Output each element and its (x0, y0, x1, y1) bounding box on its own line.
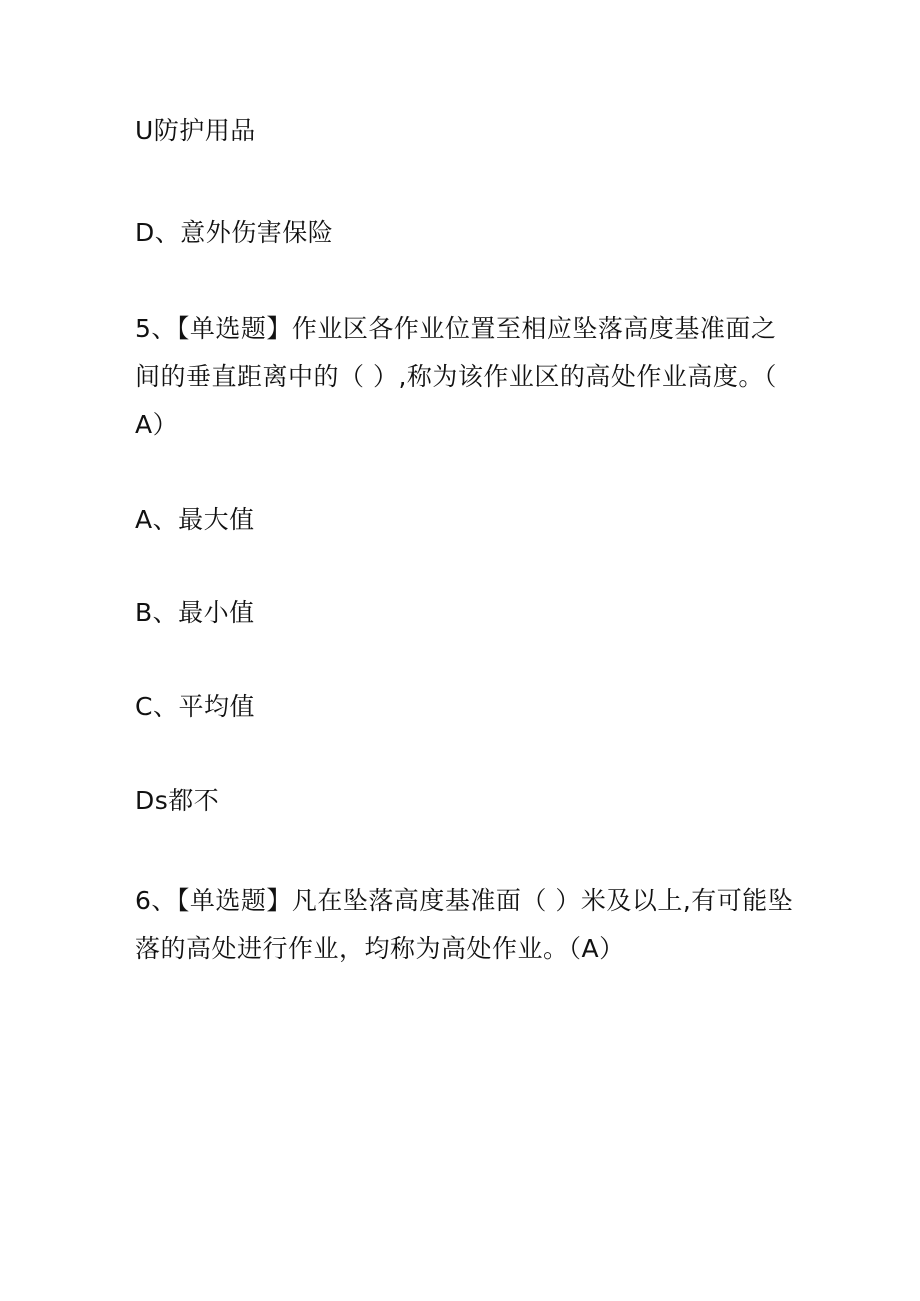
question-5-option-d: Ds都不 (135, 786, 220, 815)
question-5-answer: A） (135, 410, 179, 439)
question-5-option-a: A、最大值 (135, 505, 255, 534)
prev-option-c: U防护用品 (135, 116, 256, 145)
question-5-text-line2: 间的垂直距离中的（ ）,称为该作业区的高处作业高度。（ (135, 362, 777, 391)
question-6-text-line1: 6、【单选题】凡在坠落高度基准面（ ）米及以上,有可能坠 (135, 886, 794, 915)
question-5-text-line1: 5、【单选题】作业区各作业位置至相应坠落高度基准面之 (135, 314, 777, 343)
prev-option-d: D、意外伤害保险 (135, 218, 334, 247)
question-5-option-c: C、平均值 (135, 692, 255, 721)
question-5-option-b: B、最小值 (135, 598, 255, 627)
question-6-text-line2: 落的高处进行作业，均称为高处作业。（A） (135, 934, 625, 963)
